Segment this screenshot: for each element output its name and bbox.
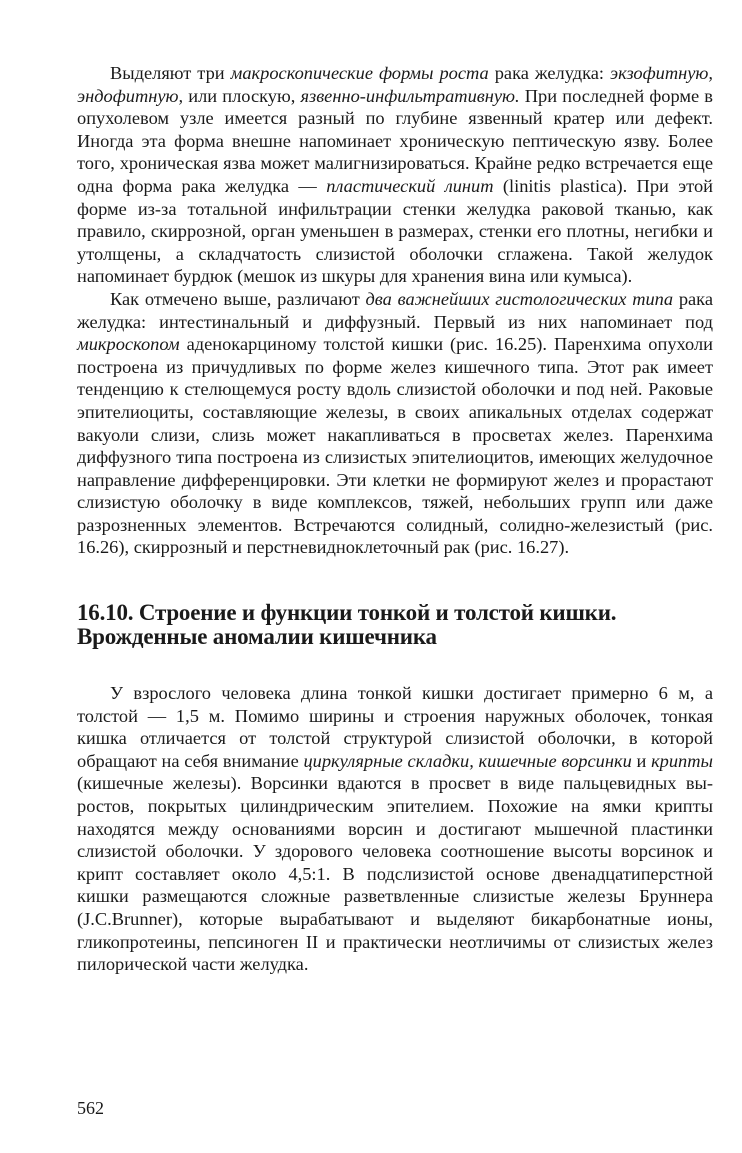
italic-term: микроскопом (77, 334, 180, 355)
body-text-top (77, 62, 713, 559)
text-run: рака желудка: (488, 63, 611, 83)
italic-term: пластический линит (326, 175, 494, 196)
text-run: У взрослого человека длина тонкой кишки достигает примерно 6 м, а толстой — 1,5 м. Помимо ширины и строения наружных оболочек, тонкая кишка отличается от толстой структурой слизистой оболочки, в которой обращают на себя внимание (77, 683, 713, 771)
italic-term: язвенно-инфильтративную. (300, 85, 520, 106)
italic-term: экзофитную, эндофитную, (77, 63, 713, 106)
text-run: аденокарциному толстой кишки (рис. 16.25). Паренхима опухоли построена из причудливых по форме желез кишечного типа. Этот рак имеет тенденцию к стелющемуся росту вдоль слизистой оболочки и под ней. Раковые эпителиоциты, составляющие железы, в своих апикальных отделах содержат вакуоли слизи, слизь может накапливаться в просветах желез. Паренхима диффузного типа построена из слизистых эпителиоцитов, имеющих желудочное направление дифференцировки. Эти клетки не формируют желез и прорастают слизистую оболочку в виде комплексов, тяжей, небольших групп или даже разрозненных элементов. Встречаются солидный, солидно-железистый (рис. 16.26), скиррозный и перстневидноклеточный рак (рис. 16.27). (77, 334, 713, 558)
paragraph-p2 (77, 288, 713, 559)
page-number: 562 (77, 1098, 104, 1118)
text-run: При последней форме в опухолевом узле имеется разный по глубине язвенный кратер или дефект. Иногда эта форма внешне напоминает хроническую пептическую язву. Более того, хроническая язва может малигнизироваться. Крайне редко встречается еще одна форма рака желудка — (77, 85, 713, 196)
paragraph-p1 (77, 62, 713, 288)
text-run: Выделяют три (110, 63, 231, 83)
paragraph-p3 (77, 682, 713, 976)
text-run: и (631, 750, 652, 771)
italic-term: макроскопические формы роста (230, 63, 489, 83)
italic-term: два важнейших гистологических типа (365, 288, 674, 309)
text-run: рака желудка: интестинальный и диффузный. Первый из них напоминает под (77, 288, 713, 332)
page-body (77, 62, 713, 976)
text-run: (linitis plastica). При этой форме из-за тотальной инфильтрации стенки желудка раковой тканью, как правило, скиррозной, орган уменьшен в размерах, стенки его плотны, негибки и утолщены, а складчатость слизистой оболочки сглажена. Такой желудок напоминает бурдюк (мешок из шкуры для хранения вина или кумыса). (77, 175, 713, 287)
italic-term: циркулярные складки, кишечные ворсинки (303, 750, 632, 771)
italic-term: крипты (651, 750, 713, 771)
body-text-bottom (77, 682, 713, 976)
section-title: 16.10. Строение и функции тонкой и толстой кишки. Врожденные аномалии кишечника (77, 600, 617, 649)
text-run: или плоскую, (183, 85, 301, 106)
text-run: Как отмечено выше, различают (110, 288, 366, 309)
text-run: (кишечные железы). Ворсинки вдаются в просвет в виде пальцевидных выростов, покрытых цилиндрическим эпителием. Похожие на ямки крипты находятся между основаниями ворсин и достигают мышечной пластинки слизистой оболочки. У здорового человека соотношение высоты ворсинок и крипт составляет около 4,5:1. В подслизистой основе двенадцатиперстной кишки размещаются сложные разветвленные слизистые железы Бруннера (J.C.Brunner), которые вырабатывают и выделяют бикарбонатные ионы, гликопротеины, пепсиноген II и практически неотличимы от слизистых желез пилорической части желудка. (77, 773, 713, 975)
